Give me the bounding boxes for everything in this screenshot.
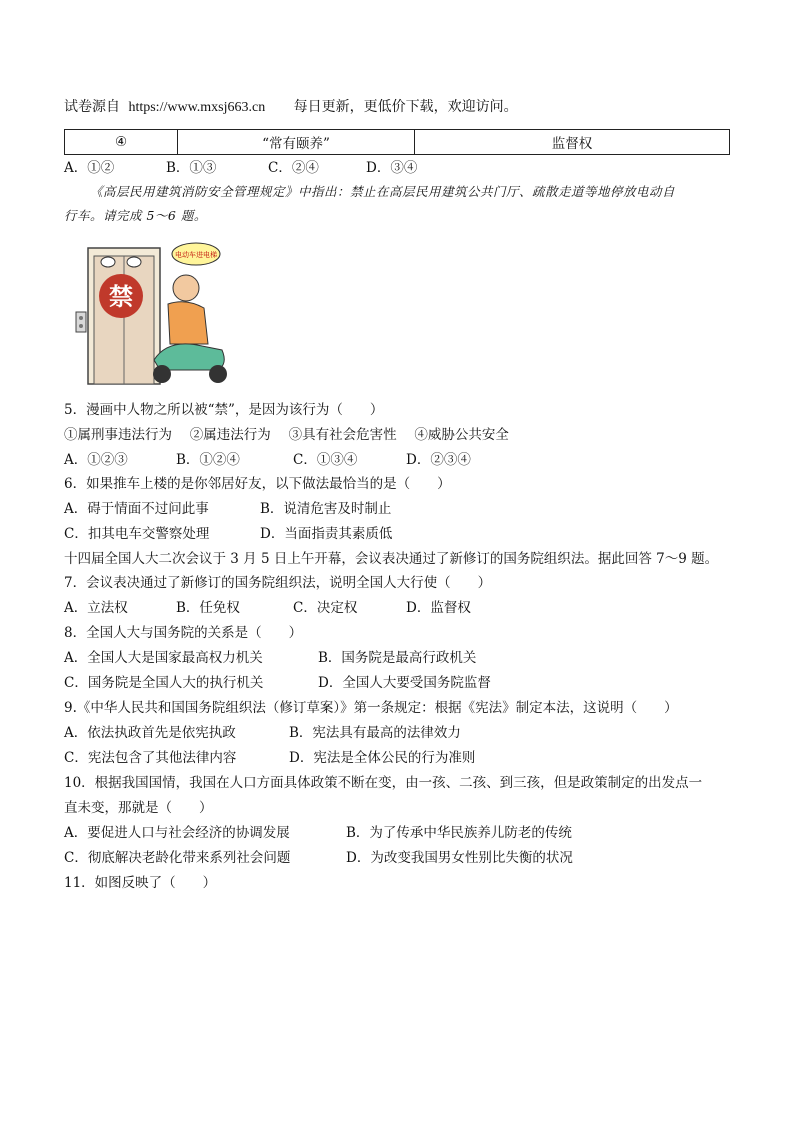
q9-stem: 9.《中华人民共和国国务院组织法（修订草案）》第一条规定：根据《宪法》制定本法，这说明（ ）: [64, 700, 678, 716]
q7-options: [64, 599, 471, 617]
angry-eye-left: [101, 257, 115, 267]
q5-stem: 5．漫画中人物之所以被“禁”，是因为该行为（ ）: [64, 402, 384, 418]
material-line-2: 行车。请完成 5～6 题。: [64, 208, 207, 223]
q9-option-d: D．宪法是全体公民的行为准则: [289, 750, 476, 766]
q5-option-c: C．①③④: [293, 452, 358, 468]
q8-stem: 8．全国人大与国务院的关系是（ ）: [64, 625, 303, 641]
q4-option-d: D．③④: [366, 160, 418, 176]
source-url-link[interactable]: https://www.mxsj663.cn: [128, 100, 266, 115]
q5-option-b: B．①②④: [176, 452, 240, 468]
q6-options-row1: [64, 500, 391, 518]
q8-option-b: B．国务院是最高行政机关: [318, 650, 477, 666]
table-cell-phrase: “常有颐养”: [178, 130, 415, 155]
rider-head: [173, 275, 199, 301]
q4-options: [64, 159, 417, 177]
q8-option-a: A．全国人大是国家最高权力机关: [64, 650, 263, 666]
q4-option-c: C．②④: [268, 160, 319, 176]
q10-options-row1: [64, 824, 572, 842]
q8-option-d: D．全国人大要受国务院监督: [318, 675, 491, 691]
q5-option-a: A．①②③: [64, 452, 128, 468]
table-cell-num: ④: [65, 130, 178, 155]
source-note: 每日更新，更低价下载，欢迎访问。: [293, 99, 518, 115]
table-row: [65, 130, 730, 155]
q4-option-a: A．①②: [64, 160, 115, 176]
q7-option-b: B．任免权: [176, 600, 240, 616]
electric-bike-cartoon: [72, 238, 242, 388]
rider-body: [168, 302, 208, 344]
q6-option-d: D．当面指责其素质低: [260, 526, 393, 542]
q5-items: ①属刑事违法行为 ②属违法行为 ③具有社会危害性 ④威胁公共安全: [64, 427, 509, 443]
source-label: 试卷源自: [64, 99, 120, 115]
q4-option-b: B．①③: [166, 160, 217, 176]
q6-option-c: C．扣其电车交警察处理: [64, 526, 210, 542]
elevator-button-down: [79, 324, 83, 328]
material-2: 十四届全国人大二次会议于 3 月 5 日上午开幕，会议表决通过了新修订的国务院组织法。据此回答 7～9 题。: [64, 551, 719, 567]
q7-option-d: D．监督权: [406, 600, 471, 616]
q9-option-b: B．宪法具有最高的法律效力: [289, 725, 461, 741]
q7-option-a: A．立法权: [64, 600, 128, 616]
q7-stem: 7．会议表决通过了新修订的国务院组织法，说明全国人大行使（ ）: [64, 575, 492, 591]
q10-option-d: D．为改变我国男女性别比失衡的状况: [346, 850, 573, 866]
source-header: [64, 98, 518, 117]
q10-options-row2: [64, 849, 573, 867]
q6-option-b: B．说清危害及时制止: [260, 501, 392, 517]
scooter-wheel-front: [153, 365, 171, 383]
elevator-button-panel: [76, 312, 86, 332]
q9-option-c: C．宪法包含了其他法律内容: [64, 750, 237, 766]
material-line-1: 《高层民用建筑消防安全管理规定》中指出：禁止在高层民用建筑公共门厅、疏散走道等地停放电动自: [90, 184, 676, 199]
q5-option-d: D．②③④: [406, 452, 471, 468]
elevator-button-up: [79, 316, 83, 320]
q5-options: [64, 451, 471, 469]
q10-stem-line-1: 10．根据我国国情，我国在人口方面具体政策不断在变，由一孩、二孩、到三孩，但是政策制定的出发点一: [64, 775, 703, 791]
q10-stem-line-2: 直未变，那就是（ ）: [64, 800, 213, 816]
q10-option-b: B．为了传承中华民族养儿防老的传统: [346, 825, 572, 841]
q8-options-row1: [64, 649, 476, 667]
q6-options-row2: [64, 525, 392, 543]
angry-eye-right: [127, 257, 141, 267]
q6-stem: 6．如果推车上楼的是你邻居好友，以下做法最恰当的是（ ）: [64, 476, 451, 492]
scooter-wheel-rear: [209, 365, 227, 383]
q11-stem: 11．如图反映了（ ）: [64, 875, 217, 891]
speech-bubble-text: 电动车进电梯: [175, 251, 217, 259]
table-cell-right: 监督权: [415, 130, 730, 155]
answer-table: [64, 129, 730, 155]
q6-option-a: A．碍于情面不过问此事: [64, 501, 209, 517]
q10-option-a: A．要促进人口与社会经济的协调发展: [64, 825, 290, 841]
q8-options-row2: [64, 674, 491, 692]
q8-option-c: C．国务院是全国人大的执行机关: [64, 675, 264, 691]
q9-options-row1: [64, 724, 461, 742]
q7-option-c: C．决定权: [293, 600, 358, 616]
ban-char: 禁: [109, 283, 133, 311]
q9-option-a: A．依法执政首先是依宪执政: [64, 725, 236, 741]
q10-option-c: C．彻底解决老龄化带来系列社会问题: [64, 850, 291, 866]
q9-options-row2: [64, 749, 475, 767]
